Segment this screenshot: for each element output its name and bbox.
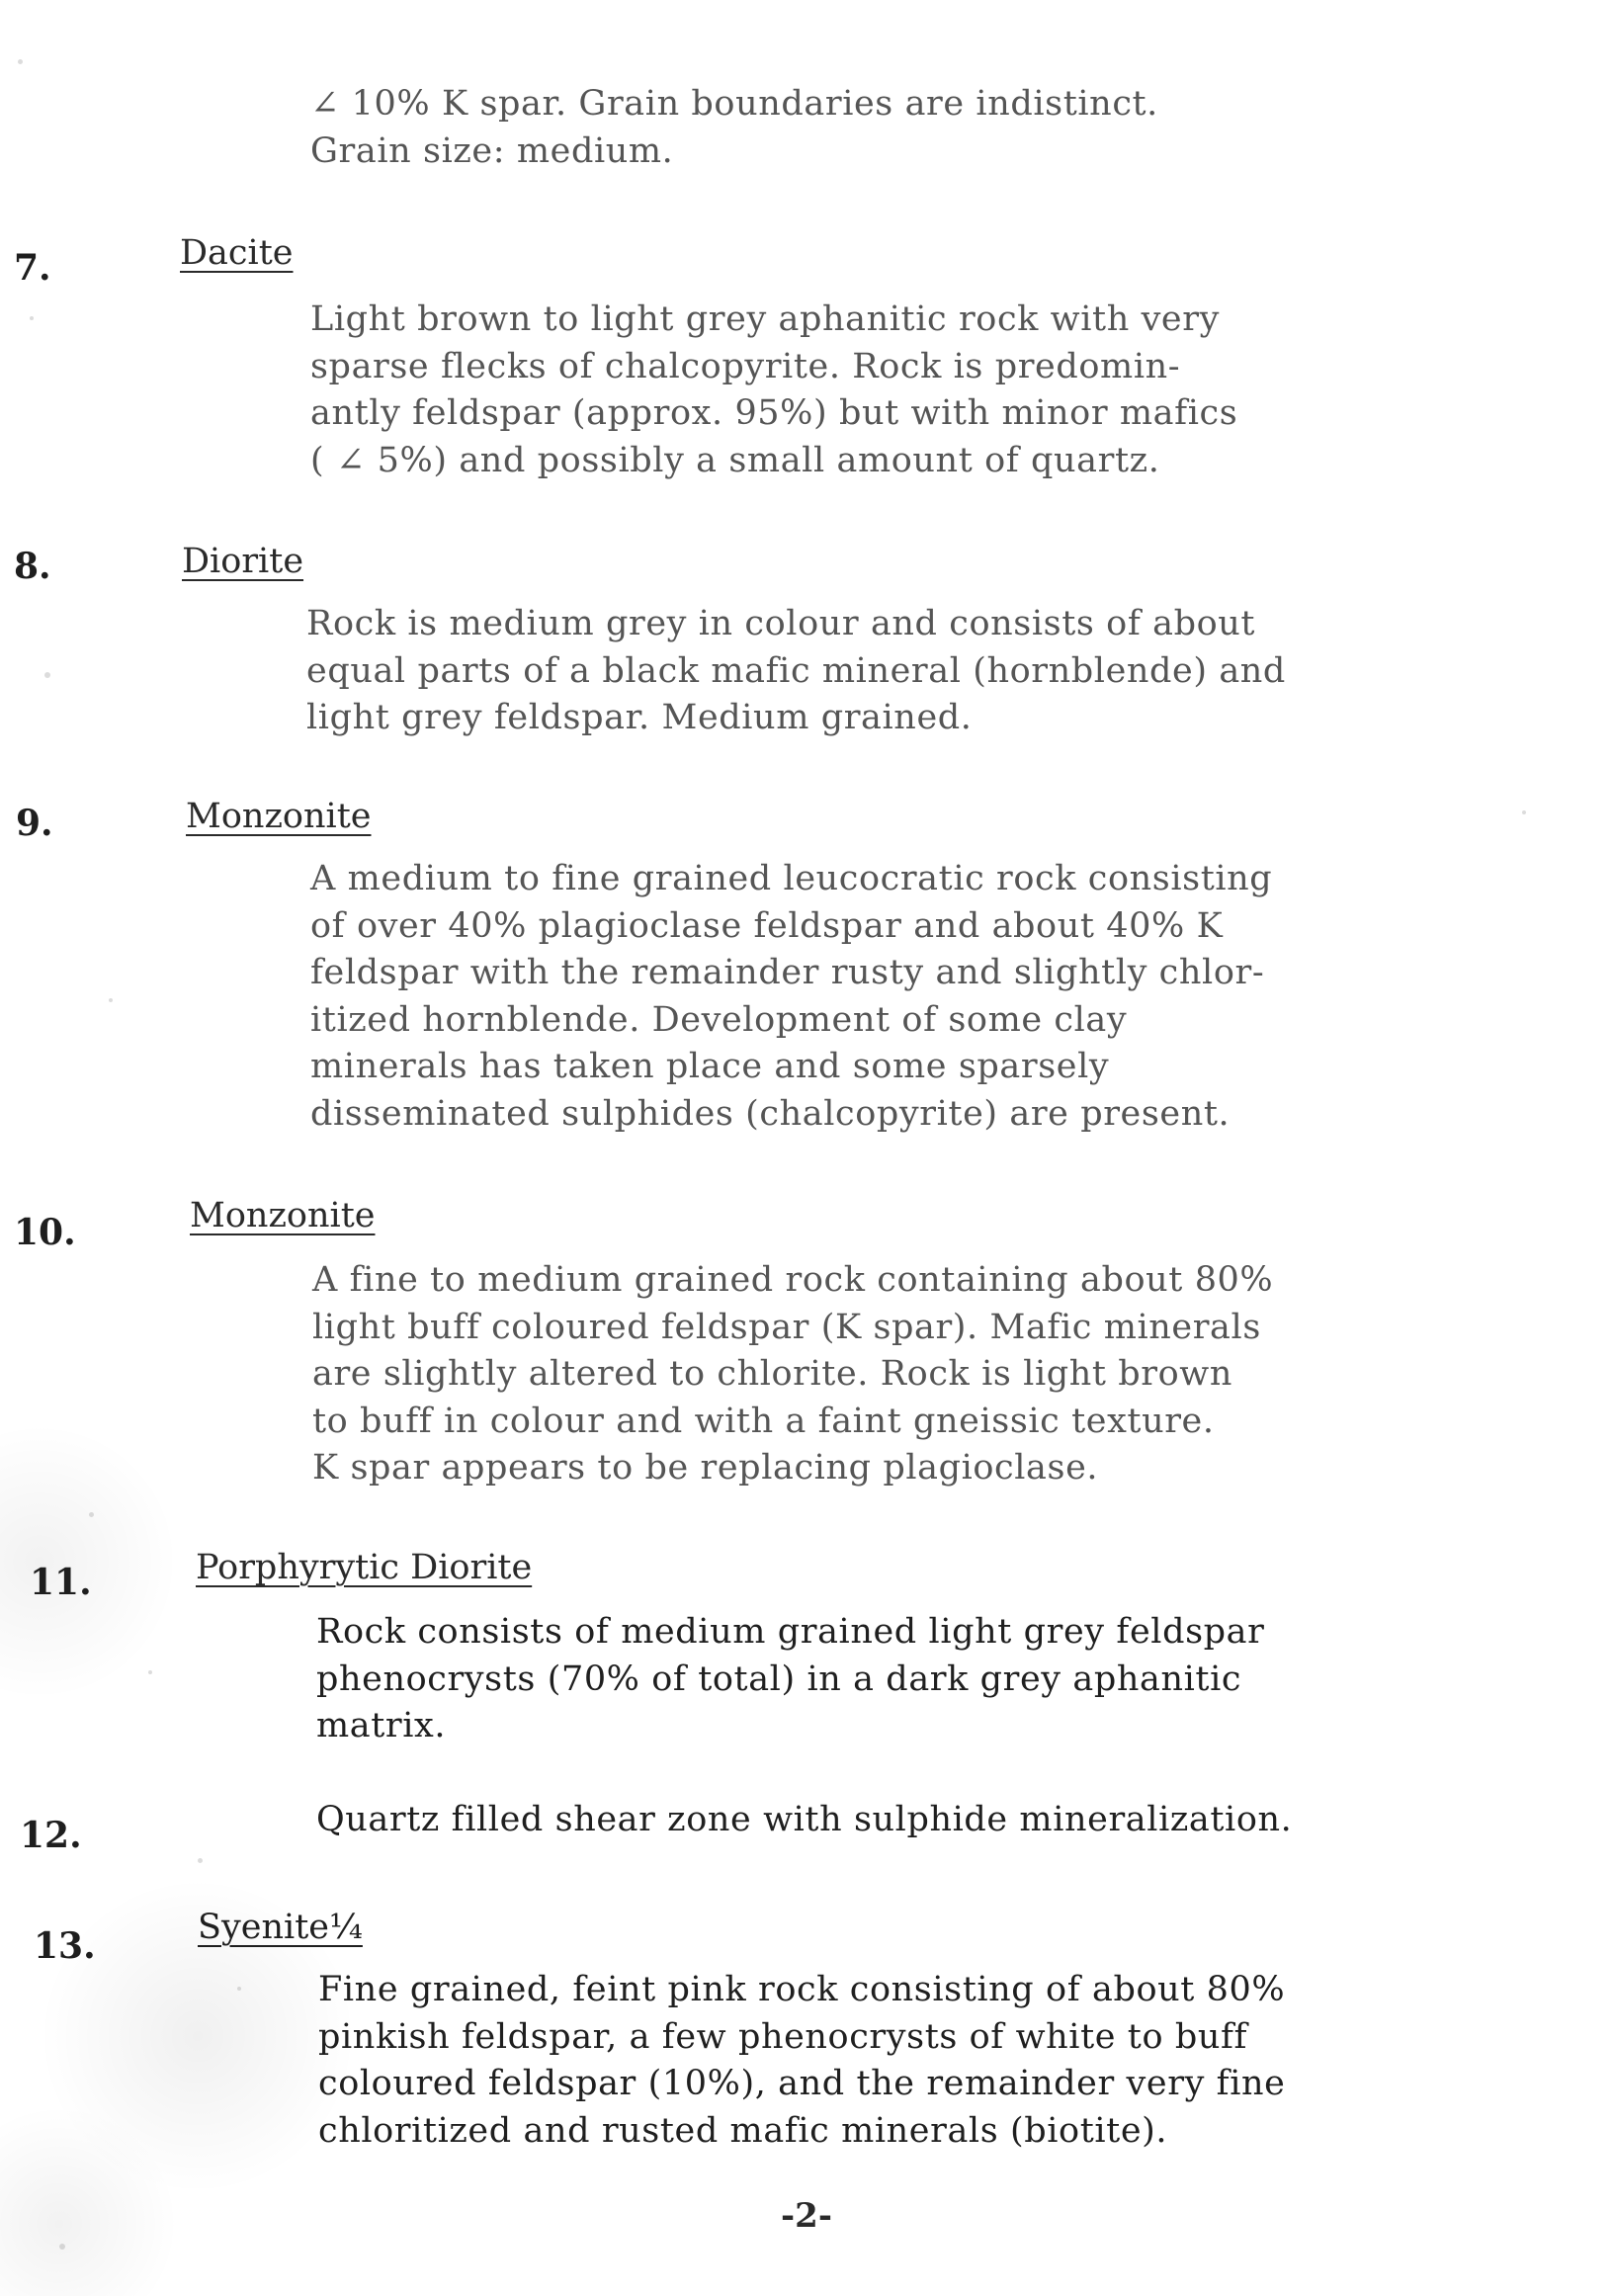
intro-line: ∠ 10% K spar. Grain boundaries are indistinct. (310, 84, 1158, 124)
description-line: Fine grained, feint pink rock consisting of about 80% (318, 1970, 1286, 2009)
entry-description (306, 601, 1286, 742)
description-line: matrix. (316, 1706, 447, 1745)
entry-heading: Porphyrytic Diorite (196, 1548, 533, 1587)
description-line: K spar appears to be replacing plagioclase. (312, 1448, 1099, 1488)
description-line: feldspar with the remainder rusty and slightly chlor- (310, 953, 1265, 992)
scan-speckle (59, 2244, 65, 2250)
scan-speckle (1522, 810, 1526, 814)
intro-paragraph (310, 81, 1158, 175)
description-line: to buff in colour and with a faint gneissic texture. (312, 1401, 1215, 1441)
description-line: of over 40% plagioclase feldspar and about 40% K (310, 905, 1224, 946)
description-line: minerals has taken place and some sparsely (310, 1047, 1110, 1086)
entry-number: 9. (16, 803, 53, 844)
entry-description (310, 856, 1272, 1138)
entry-heading: Syenite¼ (198, 1908, 363, 1947)
entry-description (310, 297, 1237, 484)
description-line: Rock is medium grey in colour and consists of about (306, 604, 1256, 643)
scan-speckle (148, 1670, 152, 1674)
description-line: A fine to medium grained rock containing about 80% (312, 1260, 1274, 1300)
scan-speckle (44, 672, 50, 678)
entry-description (318, 1967, 1285, 2155)
description-line: Rock consists of medium grained light grey feldspar (316, 1612, 1265, 1652)
entry-number: 8. (14, 546, 51, 587)
entry-heading: Monzonite (190, 1196, 376, 1235)
scan-speckle (18, 59, 23, 64)
description-line: chloritized and rusted mafic minerals (biotite). (318, 2110, 1168, 2151)
page-number: -2- (781, 2196, 832, 2236)
description-line: are slightly altered to chlorite. Rock is light brown (312, 1354, 1232, 1394)
description-line: equal parts of a black mafic mineral (hornblende) and (306, 650, 1286, 691)
entry-number: 7. (14, 247, 51, 289)
entry-description (316, 1609, 1264, 1750)
entry-heading: Diorite (182, 542, 304, 581)
scan-speckle (237, 1987, 241, 1991)
entry-description (316, 1797, 1292, 1844)
description-line: phenocrysts (70% of total) in a dark grey aphanitic (316, 1658, 1242, 1699)
description-line: light grey feldspar. Medium grained. (306, 698, 973, 737)
entry-heading: Dacite (180, 233, 294, 273)
description-line: Quartz filled shear zone with sulphide mineralization. (316, 1800, 1293, 1839)
description-line: A medium to fine grained leucocratic rock consisting (310, 859, 1273, 898)
description-line: itized hornblende. Development of some clay (310, 999, 1128, 1040)
entry-number: 10. (14, 1212, 76, 1253)
description-line: ( ∠ 5%) and possibly a small amount of quartz. (310, 440, 1160, 480)
scan-speckle (30, 316, 34, 320)
scan-speckle (198, 1858, 203, 1863)
scan-speckle (89, 1512, 94, 1517)
description-line: pinkish feldspar, a few phenocrysts of white to buff (318, 2016, 1248, 2057)
entry-number: 11. (30, 1562, 92, 1603)
description-line: coloured feldspar (10%), and the remainder very fine (318, 2064, 1286, 2103)
description-line: antly feldspar (approx. 95%) but with minor mafics (310, 393, 1238, 433)
description-line: Light brown to light grey aphanitic rock with very (310, 299, 1220, 339)
description-line: sparse flecks of chalcopyrite. Rock is predomin- (310, 346, 1181, 386)
entry-heading: Monzonite (186, 797, 372, 836)
description-line: disseminated sulphides (chalcopyrite) are present. (310, 1093, 1231, 1134)
description-line: light buff coloured feldspar (K spar). Mafic minerals (312, 1307, 1261, 1347)
scan-speckle (109, 998, 113, 1002)
intro-line: Grain size: medium. (310, 130, 674, 171)
entry-description (312, 1257, 1273, 1492)
entry-number: 12. (20, 1815, 82, 1856)
entry-number: 13. (34, 1925, 96, 1967)
